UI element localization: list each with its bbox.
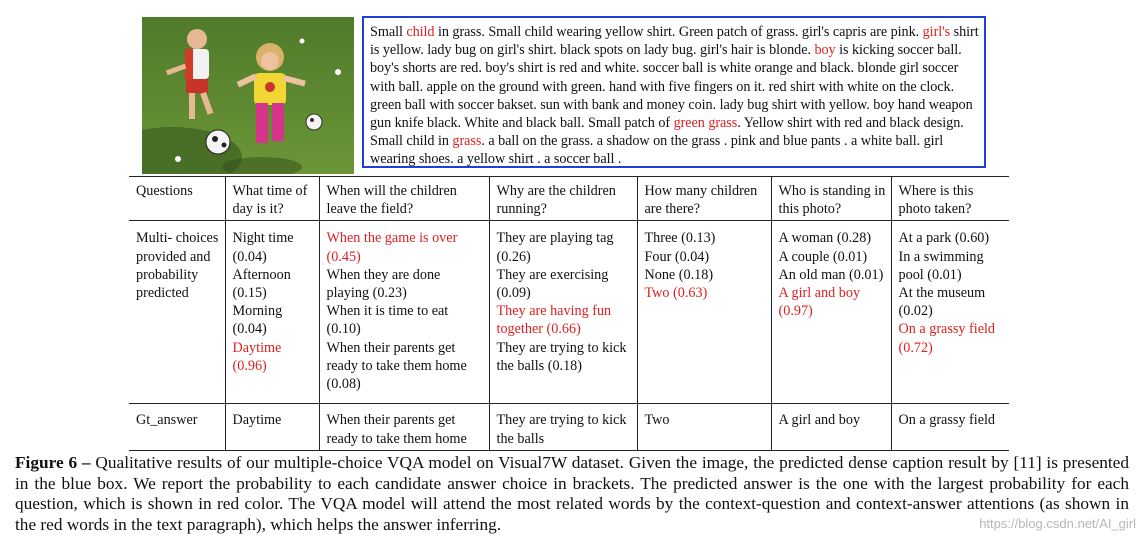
answer-choice: They are exercising (0.09) bbox=[496, 266, 609, 302]
question-cell: What time of day is it? bbox=[225, 177, 319, 221]
caption-highlight-word: green grass bbox=[673, 115, 738, 132]
questions-label: Questions bbox=[129, 177, 225, 221]
caption-highlight-word: child bbox=[406, 24, 435, 40]
answer-choice: When their parents get ready to take them home (0.08) bbox=[326, 339, 467, 393]
predicted-answer-choice: Two (0.63) bbox=[644, 285, 708, 302]
figure-caption-text: Qualitative results of our multiple-choice VQA model on Visual7W dataset. Given the image, the predicted dense caption result by [11] is presented in the blue box. We report the probability to each candidate answer choice in brackets. The predicted answer is the one with the largest probability for each question, which is shown in red color. The VQA model will attend the most related words by the context-question and context-answer attentions (as shown in the red words in the text paragraph), which helps the answer inferring. bbox=[15, 453, 1129, 534]
vqa-results-table bbox=[129, 176, 1009, 451]
caption-highlight-word: grass bbox=[452, 133, 482, 150]
choices-cell bbox=[891, 221, 1009, 404]
answer-choice: When they are done playing (0.23) bbox=[326, 266, 441, 302]
choices-cell bbox=[319, 221, 489, 404]
choices-cell bbox=[225, 221, 319, 404]
answer-choice: Night time (0.04) bbox=[232, 230, 294, 265]
caption-text-segment: . a ball on the grass. a shadow on the grass . pink and blue pants . a white ball. girl wearing shoes. a yellow shirt . a soccer ball . bbox=[370, 133, 944, 168]
answer-choice: They are playing tag (0.26) bbox=[496, 230, 614, 265]
questions-row bbox=[129, 177, 1009, 221]
gt-answer-cell: A girl and boy bbox=[771, 404, 891, 450]
gt-answer-row bbox=[129, 404, 1009, 450]
caption-text-segment: is kicking soccer ball. boy's shorts are red. boy's shirt is red and white. soccer ball is white orange and black. blonde girl soccer with ball. apple on the ground with green. hand with five fingers on it. red shirt with white on the clock. green ball with soccer bakset. sun with bank and money coin. lady bug shirt with yellow. boy hand weapon gun knife black. White and black ball. Small patch of bbox=[370, 42, 973, 132]
question-cell: Where is this photo taken? bbox=[891, 177, 1009, 221]
figure-caption bbox=[15, 453, 1129, 535]
choices-cell bbox=[771, 221, 891, 404]
predicted-answer-choice: They are having fun together (0.66) bbox=[496, 303, 612, 338]
dense-caption-box bbox=[362, 16, 986, 168]
multi-choices-row bbox=[129, 221, 1009, 404]
caption-text-segment: in grass. Small child wearing yellow shirt. Green patch of grass. girl's capris are pink. bbox=[434, 24, 923, 40]
answer-choice: At a park (0.60) bbox=[898, 230, 990, 247]
gt-answer-cell: When their parents get ready to take them home bbox=[319, 404, 489, 450]
question-cell: When will the children leave the field? bbox=[319, 177, 489, 221]
caption-highlight-word: boy bbox=[814, 42, 836, 59]
question-cell: How many children are there? bbox=[637, 177, 771, 221]
caption-highlight-word: girl's bbox=[922, 24, 951, 40]
predicted-answer-choice: When the game is over (0.45) bbox=[326, 230, 458, 265]
gt-answer-cell: Daytime bbox=[225, 404, 319, 450]
answer-choice: Afternoon (0.15) bbox=[232, 266, 291, 302]
watermark: https://blog.csdn.net/AI_girl bbox=[979, 516, 1136, 531]
answer-choice: Morning (0.04) bbox=[232, 303, 283, 338]
question-cell: Who is standing in this photo? bbox=[771, 177, 891, 221]
answer-choice: An old man (0.01) bbox=[778, 266, 884, 283]
answer-choice: Three (0.13) bbox=[644, 230, 716, 247]
answer-choice: They are trying to kick the balls (0.18) bbox=[496, 339, 627, 374]
answer-choice: When it is time to eat (0.10) bbox=[326, 303, 449, 338]
caption-text-segment: . Yellow shirt with red and black design. Small child in bbox=[370, 115, 964, 150]
answer-choice: None (0.18) bbox=[644, 266, 714, 283]
gt-answer-cell: Two bbox=[637, 404, 771, 450]
answer-choice: A couple (0.01) bbox=[778, 248, 868, 265]
multi-choices-label: Multi- choices provided and probability predicted bbox=[129, 221, 225, 404]
gt-answer-cell: On a grassy field bbox=[891, 404, 1009, 450]
choices-cell bbox=[637, 221, 771, 404]
gt-answer-label: Gt_answer bbox=[129, 404, 225, 450]
caption-text-segment: Small bbox=[370, 24, 407, 40]
figure-label: Figure 6 – bbox=[15, 453, 91, 472]
answer-choice: In a swimming pool (0.01) bbox=[898, 248, 984, 283]
question-cell: Why are the children running? bbox=[489, 177, 637, 221]
gt-answer-cell: They are trying to kick the balls bbox=[489, 404, 637, 450]
caption-text-segment: shirt is yellow. lady bug on girl's shirt. black spots on lady bug. girl's hair is blonde. bbox=[370, 24, 979, 59]
photo-children-soccer bbox=[142, 17, 354, 174]
answer-choice: A woman (0.28) bbox=[778, 230, 872, 247]
answer-choice: At the museum (0.02) bbox=[898, 285, 986, 320]
predicted-answer-choice: On a grassy field (0.72) bbox=[898, 321, 996, 356]
predicted-answer-choice: A girl and boy (0.97) bbox=[778, 285, 861, 320]
answer-choice: Four (0.04) bbox=[644, 248, 710, 265]
choices-cell bbox=[489, 221, 637, 404]
predicted-answer-choice: Daytime (0.96) bbox=[232, 339, 282, 374]
